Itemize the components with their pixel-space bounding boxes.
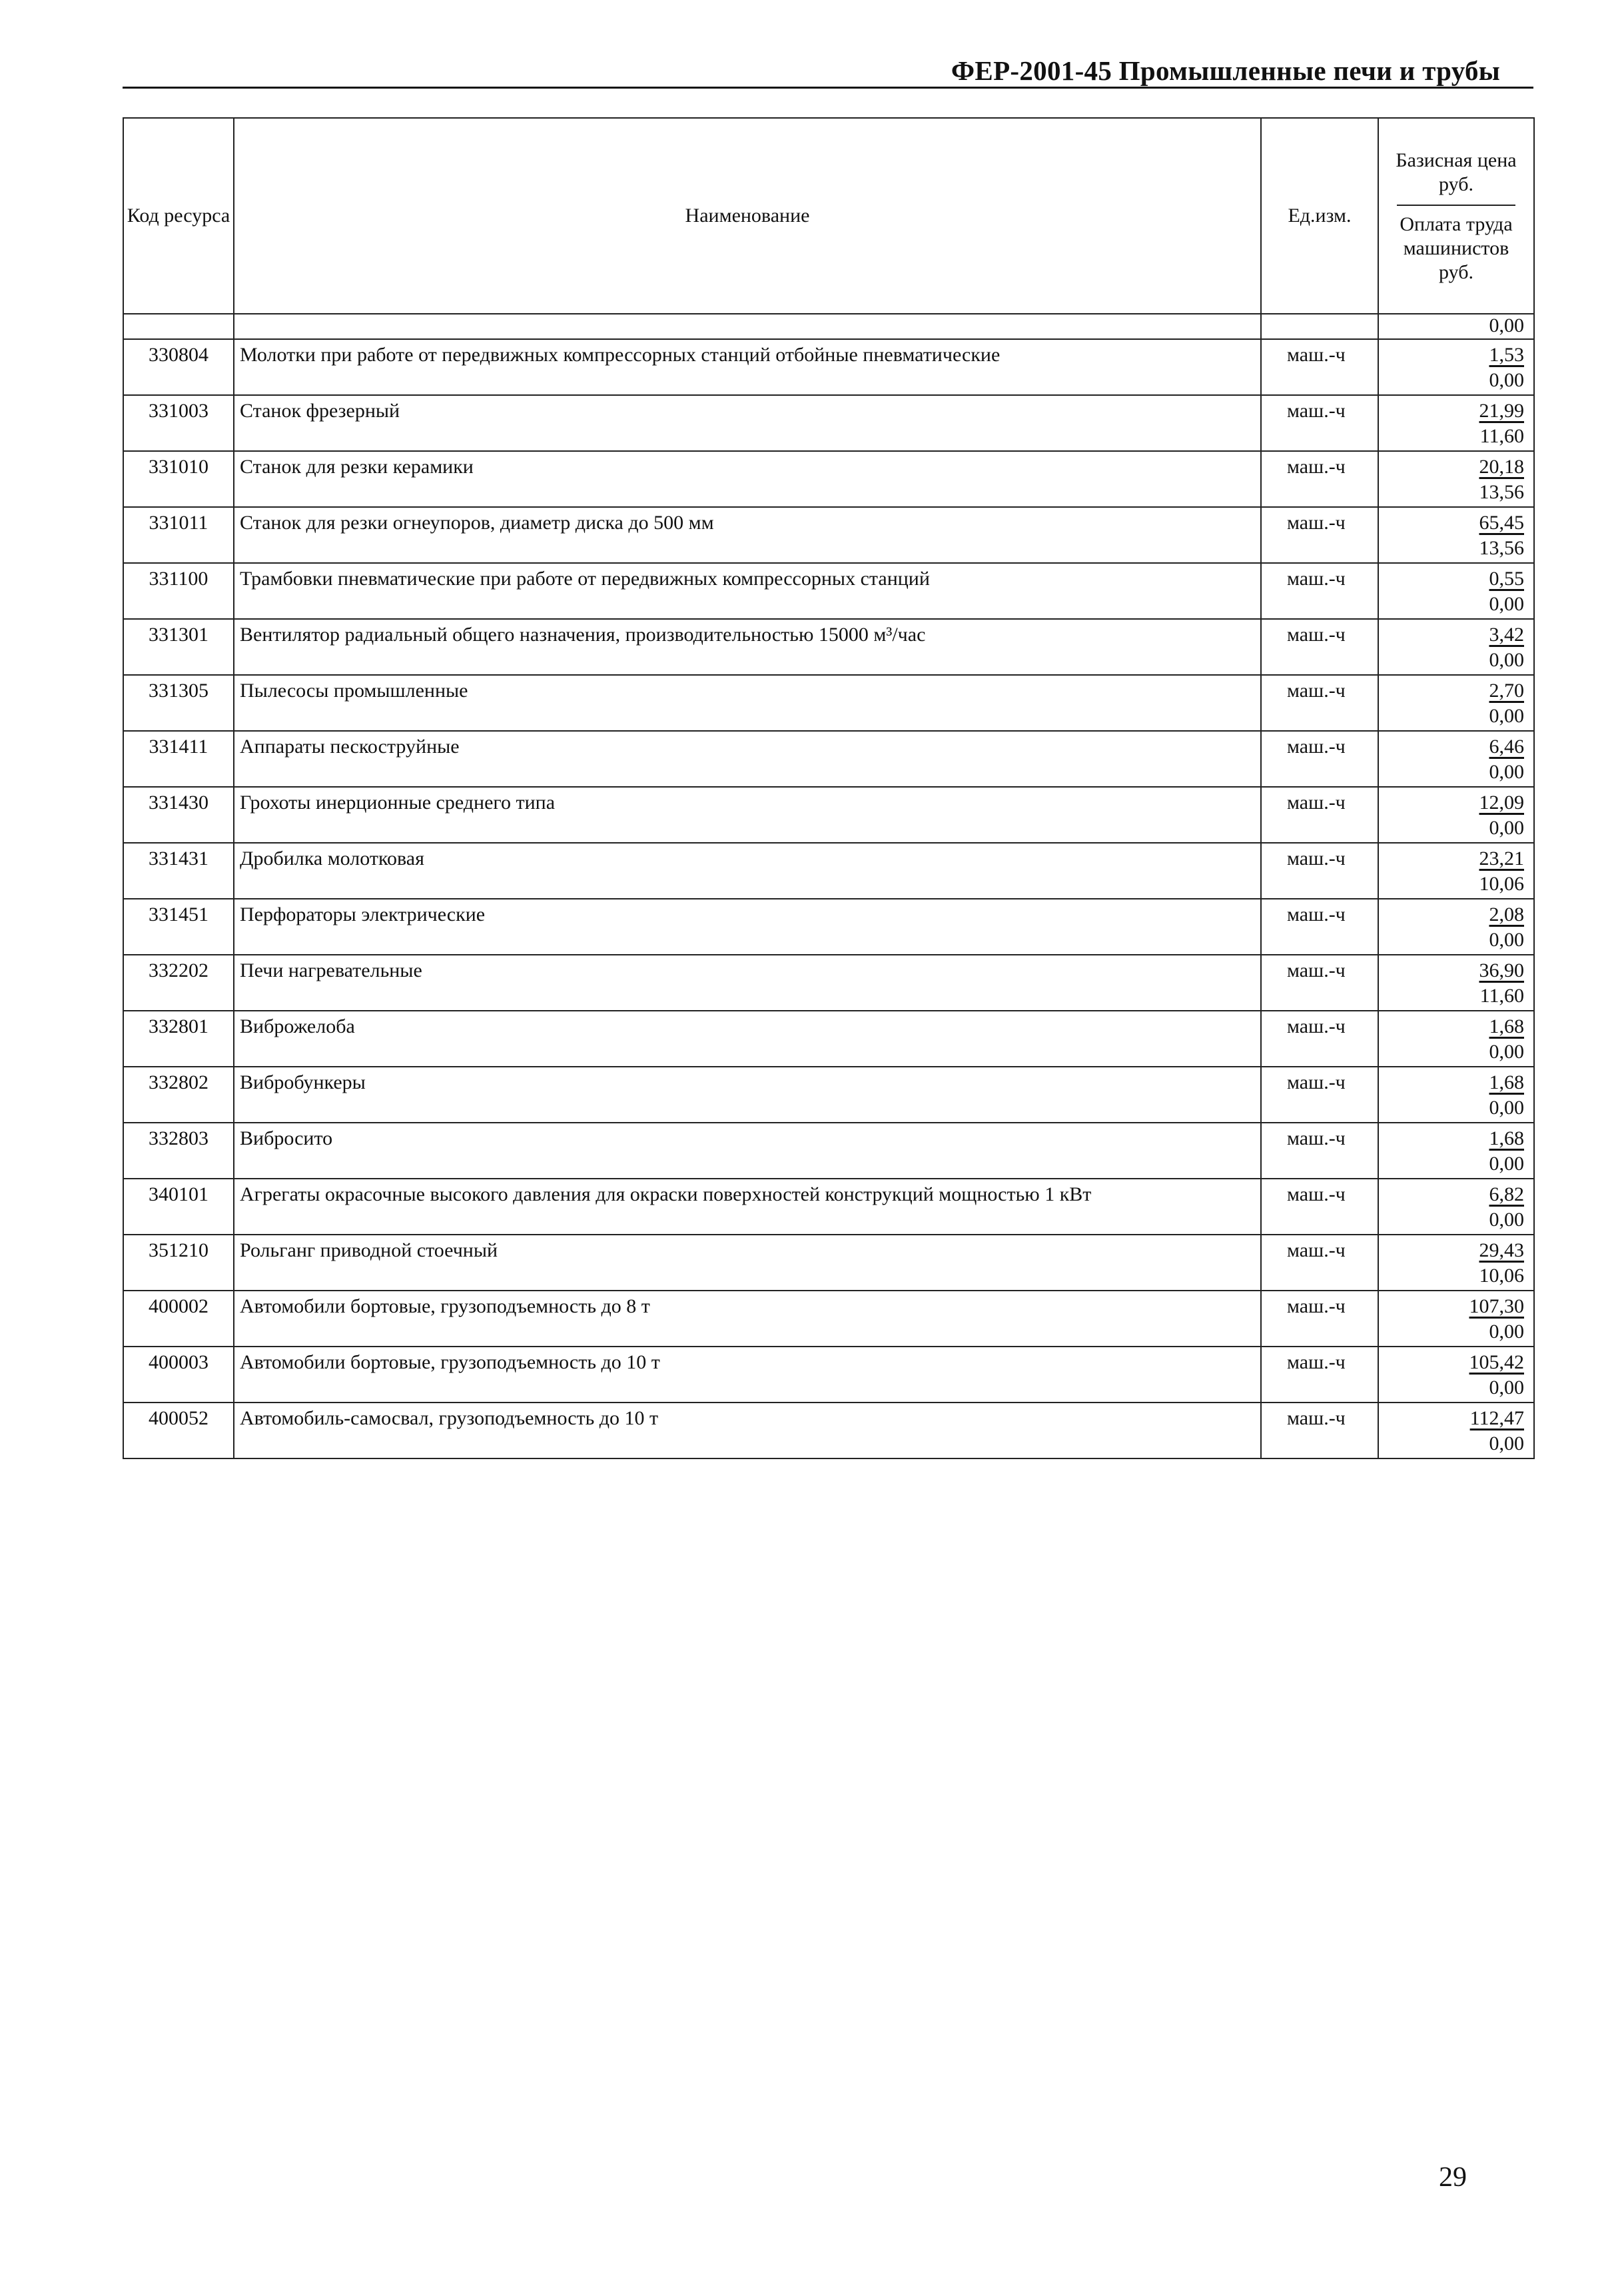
base-price-value: 6,46 xyxy=(1489,736,1524,758)
resource-code: 332801 xyxy=(123,1011,234,1067)
labor-price-value: 0,00 xyxy=(1489,929,1524,951)
resource-unit: маш.-ч xyxy=(1261,1403,1378,1458)
title-rule xyxy=(123,87,1533,89)
col-header-unit: Ед.изм. xyxy=(1261,118,1378,314)
base-price-value: 65,45 xyxy=(1479,512,1524,534)
resource-price-cell xyxy=(1378,1347,1534,1403)
labor-price-value: 0,00 xyxy=(1489,705,1524,727)
labor-price-value: 0,00 xyxy=(1489,649,1524,671)
resource-price-cell xyxy=(1378,675,1534,731)
resource-unit: маш.-ч xyxy=(1261,1291,1378,1347)
table-row xyxy=(123,1235,1534,1291)
document-title: ФЕР-2001-45 Промышленные печи и трубы xyxy=(951,55,1501,86)
labor-price-value: 0,00 xyxy=(1489,761,1524,783)
resource-unit: маш.-ч xyxy=(1261,619,1378,675)
resource-unit: маш.-ч xyxy=(1261,1235,1378,1291)
resource-unit: маш.-ч xyxy=(1261,1067,1378,1123)
base-price-value: 23,21 xyxy=(1479,848,1524,869)
table-row xyxy=(123,787,1534,843)
resource-price-cell xyxy=(1378,731,1534,787)
labor-price-value: 0,00 xyxy=(1489,369,1524,391)
labor-price-value: 0,00 xyxy=(1489,1153,1524,1175)
resource-code: 331431 xyxy=(123,843,234,899)
resource-name: Пылесосы промышленные xyxy=(234,675,1261,731)
resource-name: Автомобили бортовые, грузоподъемность до 10 т xyxy=(234,1347,1261,1403)
resource-code: 332802 xyxy=(123,1067,234,1123)
table-row xyxy=(123,731,1534,787)
resource-name: Грохоты инерционные среднего типа xyxy=(234,787,1261,843)
labor-price-value: 11,60 xyxy=(1479,425,1524,447)
resource-price-cell xyxy=(1378,1123,1534,1179)
resource-price-cell xyxy=(1378,1403,1534,1458)
resource-price-cell xyxy=(1378,339,1534,395)
page-number: 29 xyxy=(1439,2162,1467,2193)
lead-code-cell xyxy=(123,314,234,339)
base-price-value: 105,42 xyxy=(1469,1351,1524,1373)
resource-code: 340101 xyxy=(123,1179,234,1235)
base-price-value: 6,82 xyxy=(1489,1183,1524,1205)
resource-price-cell xyxy=(1378,1291,1534,1347)
table-row xyxy=(123,507,1534,563)
labor-price-value: 0,00 xyxy=(1489,1209,1524,1231)
lead-unit-cell xyxy=(1261,314,1378,339)
resource-name: Станок для резки керамики xyxy=(234,451,1261,507)
labor-price-value: 10,06 xyxy=(1479,1265,1524,1287)
resource-price-cell xyxy=(1378,451,1534,507)
resource-price-cell xyxy=(1378,843,1534,899)
resource-unit: маш.-ч xyxy=(1261,731,1378,787)
base-price-value: 12,09 xyxy=(1479,792,1524,814)
resource-code: 400002 xyxy=(123,1291,234,1347)
resource-price-cell xyxy=(1378,1011,1534,1067)
resource-unit: маш.-ч xyxy=(1261,843,1378,899)
base-price-value: 1,68 xyxy=(1489,1015,1524,1037)
base-price-value: 0,55 xyxy=(1489,568,1524,590)
resource-code: 331430 xyxy=(123,787,234,843)
resource-name: Печи нагревательные xyxy=(234,955,1261,1011)
resource-price-cell xyxy=(1378,787,1534,843)
resource-code: 332202 xyxy=(123,955,234,1011)
resource-name: Агрегаты окрасочные высокого давления для окраски поверхностей конструкций мощностью 1 кВт xyxy=(234,1179,1261,1235)
resource-code: 331010 xyxy=(123,451,234,507)
base-price-value: 2,08 xyxy=(1489,903,1524,925)
base-price-value: 20,18 xyxy=(1479,456,1524,478)
labor-price-value: 0,00 xyxy=(1489,1321,1524,1343)
base-price-value: 107,30 xyxy=(1469,1295,1524,1317)
labor-price-value: 10,06 xyxy=(1479,873,1524,895)
resource-unit: маш.-ч xyxy=(1261,563,1378,619)
labor-price-value: 13,56 xyxy=(1479,481,1524,503)
resource-name: Станок фрезерный xyxy=(234,395,1261,451)
table-row xyxy=(123,395,1534,451)
table-row xyxy=(123,1011,1534,1067)
table-row xyxy=(123,675,1534,731)
resource-unit: маш.-ч xyxy=(1261,899,1378,955)
resource-unit: маш.-ч xyxy=(1261,451,1378,507)
resource-price-cell xyxy=(1378,507,1534,563)
resource-name: Вибросито xyxy=(234,1123,1261,1179)
labor-price-value: 0,00 xyxy=(1489,593,1524,615)
resource-price-cell xyxy=(1378,899,1534,955)
base-price-value: 3,42 xyxy=(1489,624,1524,646)
resource-unit: маш.-ч xyxy=(1261,395,1378,451)
resource-unit: маш.-ч xyxy=(1261,787,1378,843)
table-row xyxy=(123,339,1534,395)
lead-row xyxy=(123,314,1534,339)
resource-code: 331003 xyxy=(123,395,234,451)
resource-price-cell xyxy=(1378,1179,1534,1235)
resource-price-cell xyxy=(1378,1067,1534,1123)
labor-price-value: 0,00 xyxy=(1489,1377,1524,1399)
col-header-name: Наименование xyxy=(234,118,1261,314)
col-header-base-price: Базисная цена руб. xyxy=(1396,149,1517,195)
resource-price-cell xyxy=(1378,395,1534,451)
resource-name: Молотки при работе от передвижных компрессорных станций отбойные пневматические xyxy=(234,339,1261,395)
table-row xyxy=(123,1179,1534,1235)
labor-price-value: 0,00 xyxy=(1489,817,1524,839)
resource-code: 351210 xyxy=(123,1235,234,1291)
resource-unit: маш.-ч xyxy=(1261,1011,1378,1067)
resource-unit: маш.-ч xyxy=(1261,507,1378,563)
resource-code: 331011 xyxy=(123,507,234,563)
resource-code: 400052 xyxy=(123,1403,234,1458)
lead-labor-value: 0,00 xyxy=(1378,314,1534,339)
base-price-value: 1,68 xyxy=(1489,1071,1524,1093)
resource-name: Вентилятор радиальный общего назначения, производительностью 15000 м³/час xyxy=(234,619,1261,675)
resource-price-cell xyxy=(1378,955,1534,1011)
col-header-labor-price: Оплата труда машинистов руб. xyxy=(1400,213,1513,283)
resource-price-cell xyxy=(1378,619,1534,675)
resource-code: 331301 xyxy=(123,619,234,675)
table-row xyxy=(123,619,1534,675)
labor-price-value: 11,60 xyxy=(1479,985,1524,1007)
labor-price-value: 13,56 xyxy=(1479,537,1524,559)
base-price-value: 29,43 xyxy=(1479,1239,1524,1261)
table-header-row xyxy=(123,118,1534,314)
base-price-value: 1,53 xyxy=(1489,344,1524,366)
resource-price-cell xyxy=(1378,1235,1534,1291)
resource-name: Станок для резки огнеупоров, диаметр диска до 500 мм xyxy=(234,507,1261,563)
resource-unit: маш.-ч xyxy=(1261,1179,1378,1235)
table-row xyxy=(123,1067,1534,1123)
table-row xyxy=(123,451,1534,507)
resource-name: Трамбовки пневматические при работе от передвижных компрессорных станций xyxy=(234,563,1261,619)
base-price-value: 112,47 xyxy=(1469,1407,1524,1429)
resource-name: Аппараты пескоструйные xyxy=(234,731,1261,787)
resource-name: Виброжелоба xyxy=(234,1011,1261,1067)
base-price-value: 1,68 xyxy=(1489,1127,1524,1149)
table-row xyxy=(123,1123,1534,1179)
resource-code: 332803 xyxy=(123,1123,234,1179)
labor-price-value: 0,00 xyxy=(1489,1097,1524,1119)
resource-table xyxy=(123,117,1535,1459)
resource-name: Перфораторы электрические xyxy=(234,899,1261,955)
labor-price-value: 0,00 xyxy=(1489,1432,1524,1454)
base-price-value: 21,99 xyxy=(1479,400,1524,422)
table-row xyxy=(123,1291,1534,1347)
resource-code: 331451 xyxy=(123,899,234,955)
col-header-price xyxy=(1378,118,1534,314)
resource-code: 331411 xyxy=(123,731,234,787)
resource-unit: маш.-ч xyxy=(1261,955,1378,1011)
resource-name: Автомобили бортовые, грузоподъемность до 8 т xyxy=(234,1291,1261,1347)
resource-code: 330804 xyxy=(123,339,234,395)
resource-unit: маш.-ч xyxy=(1261,1347,1378,1403)
labor-price-value: 0,00 xyxy=(1489,1041,1524,1063)
table-row xyxy=(123,843,1534,899)
resource-price-cell xyxy=(1378,563,1534,619)
table-row xyxy=(123,1347,1534,1403)
table-row xyxy=(123,955,1534,1011)
resource-code: 400003 xyxy=(123,1347,234,1403)
resource-unit: маш.-ч xyxy=(1261,1123,1378,1179)
resource-name: Вибробункеры xyxy=(234,1067,1261,1123)
table-row xyxy=(123,1403,1534,1458)
resource-name: Рольганг приводной стоечный xyxy=(234,1235,1261,1291)
resource-name: Дробилка молотковая xyxy=(234,843,1261,899)
resource-unit: маш.-ч xyxy=(1261,339,1378,395)
table-row xyxy=(123,899,1534,955)
resource-code: 331100 xyxy=(123,563,234,619)
table-row xyxy=(123,563,1534,619)
base-price-value: 2,70 xyxy=(1489,680,1524,702)
col-header-code: Код ресурса xyxy=(123,118,234,314)
resource-name: Автомобиль-самосвал, грузоподъемность до 10 т xyxy=(234,1403,1261,1458)
resource-unit: маш.-ч xyxy=(1261,675,1378,731)
base-price-value: 36,90 xyxy=(1479,959,1524,981)
resource-code: 331305 xyxy=(123,675,234,731)
lead-name-cell xyxy=(234,314,1261,339)
